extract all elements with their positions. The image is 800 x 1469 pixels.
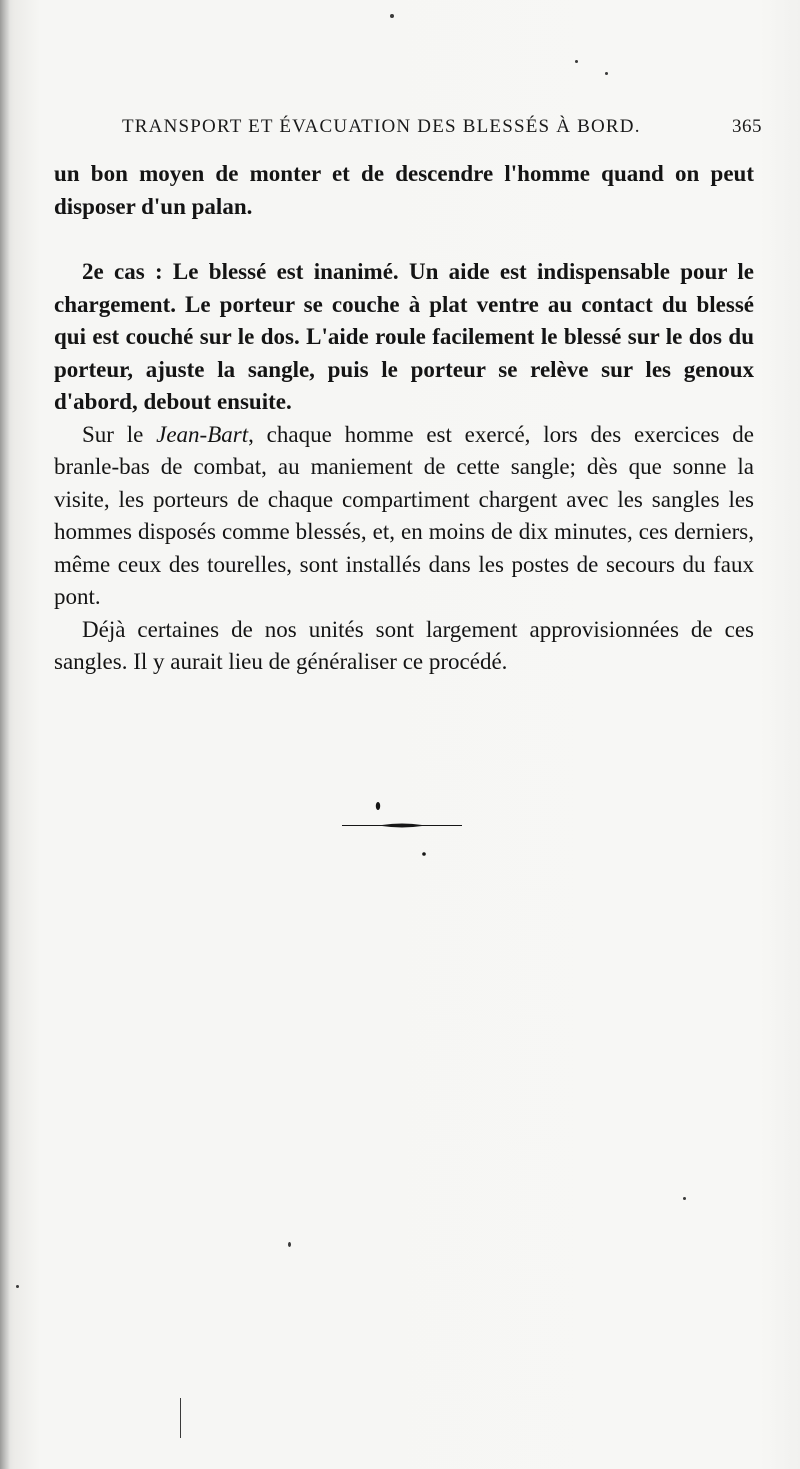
paragraph-text: 2e cas : Le blessé est inanimé. Un aide est indispensable pour le chargement. Le porteur se couche à plat ventre au contact du blessé qui est couché sur le dos. L'aide roule facilement le blessé sur le dos du porteur, ajuste la sangle, puis le porteur se relève sur les genoux d'abord, debout ensuite. [54,259,754,414]
print-speck [683,1197,686,1200]
print-speck [575,60,578,63]
ornament-dot-top [376,802,380,810]
paragraph-conclusion [54,614,754,679]
ornament-rule [342,824,462,828]
ship-name: Jean-Bart [156,421,249,447]
running-head [122,116,762,144]
paragraph-second-case [54,256,754,419]
end-of-chapter-rule-icon [342,800,462,860]
paragraph-text: Déjà certaines de nos unités sont largement approvisionnées de ces sangles. Il y aurait lieu de généraliser ce procédé. [54,616,754,674]
paragraph-text: Sur le [82,421,157,447]
print-speck [16,1285,19,1288]
paragraph-text: , chaque homme est exercé, lors des exercices de branle-bas de combat, au maniement de cette sangle; dès que sonne la visite, les porteurs de chaque compartiment chargent avec les sangles les hommes disposés comme blessés, et, en moins de dix minutes, ces derniers, même ceux des tourelles, sont installés dans les postes de secours du faux pont. [54,421,754,609]
page-binding-edge [0,0,10,1469]
print-speck [180,1398,181,1438]
paragraph-text: un bon moyen de monter et de descendre l'homme quand on peut disposer d'un palan. [54,161,754,219]
print-speck [390,14,394,18]
running-head-title: TRANSPORT ET ÉVACUATION DES BLESSÉS À BORD. [122,116,641,137]
paragraph-jean-bart [54,419,754,614]
page-number: 365 [732,116,762,137]
ornament-dot-bottom [422,852,426,856]
paragraph-continuation [54,158,754,223]
print-speck [288,1242,291,1247]
print-speck [605,72,608,75]
body-text [54,158,754,679]
